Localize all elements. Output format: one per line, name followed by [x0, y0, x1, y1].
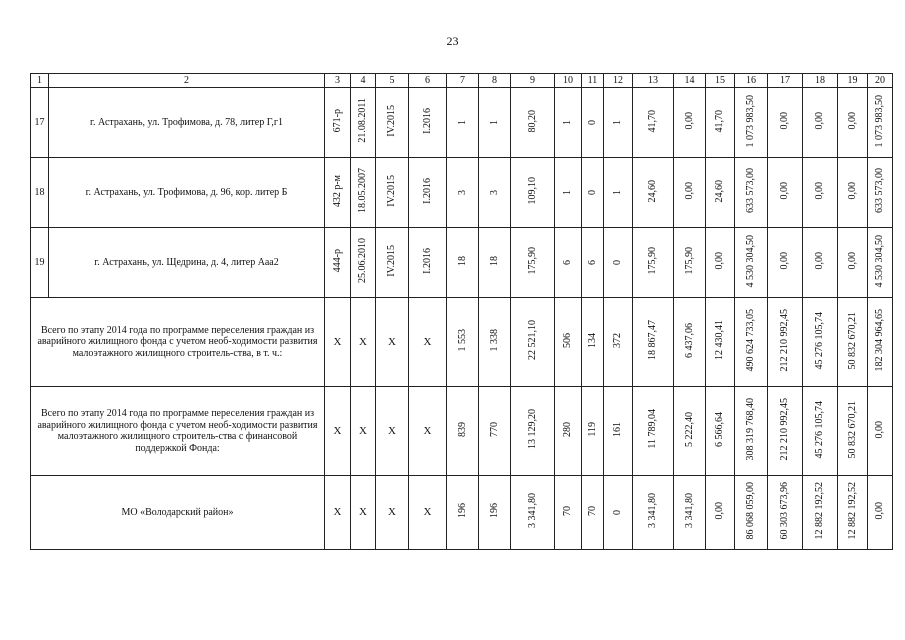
table-cell	[555, 387, 582, 476]
table-cell	[674, 88, 706, 158]
cell-value: 0,00	[714, 252, 726, 270]
cell-value: 86 068 059,00	[745, 482, 757, 540]
address-cell: г. Астрахань, ул. Трофимова, д. 96, кор. литер Б	[49, 158, 325, 228]
cell-value: 0,00	[874, 502, 886, 520]
table-cell	[409, 298, 447, 387]
table-cell	[351, 158, 376, 228]
table-cell	[674, 298, 706, 387]
column-number-cell: 7	[447, 74, 479, 88]
cell-value: Х	[388, 506, 396, 519]
cell-value: 18	[488, 255, 500, 266]
cell-value: 0,00	[683, 182, 695, 200]
cell-value: 1 073 983,50	[745, 94, 757, 147]
table-cell	[447, 88, 479, 158]
column-number-cell: 12	[604, 74, 633, 88]
table-cell	[555, 228, 582, 298]
cell-value: Х	[388, 424, 396, 437]
table-cell	[376, 298, 409, 387]
table-cell	[351, 228, 376, 298]
table-cell	[604, 387, 633, 476]
cell-value: 50 832 670,21	[846, 311, 858, 369]
table-cell	[479, 476, 511, 550]
cell-value: 119	[586, 421, 598, 437]
table-cell	[868, 387, 893, 476]
cell-value: 25.06.2010	[357, 238, 369, 284]
cell-value: I.2016	[421, 177, 433, 204]
cell-value: 175,90	[526, 247, 538, 275]
table-cell	[735, 158, 768, 228]
column-number-cell: 11	[582, 74, 604, 88]
cell-value: 24,60	[647, 179, 659, 202]
table-row	[31, 228, 893, 298]
cell-value: 633 573,00	[745, 168, 757, 214]
cell-value: 0	[586, 119, 598, 125]
table-cell	[868, 228, 893, 298]
table-cell	[511, 228, 555, 298]
cell-value: 0,00	[683, 112, 695, 130]
table-cell	[838, 158, 868, 228]
cell-value: 3 341,80	[526, 493, 538, 529]
column-number-cell: 6	[409, 74, 447, 88]
cell-value: 839	[456, 421, 468, 437]
cell-value: 175,90	[647, 247, 659, 275]
cell-value: 4 530 304,50	[874, 234, 886, 287]
cell-value: 3 341,80	[683, 493, 695, 529]
cell-value: 0,00	[874, 420, 886, 438]
table-cell	[706, 228, 735, 298]
table-cell	[325, 158, 351, 228]
column-number-cell: 3	[325, 74, 351, 88]
table-cell	[768, 158, 803, 228]
cell-value: 1	[488, 119, 500, 125]
row-number: 19	[31, 228, 49, 298]
column-number-cell: 9	[511, 74, 555, 88]
cell-value: 0,00	[846, 182, 858, 200]
cell-value: 60 303 673,96	[779, 482, 791, 540]
column-number-row	[31, 74, 893, 88]
cell-value: Х	[359, 335, 367, 348]
column-number-cell: 5	[376, 74, 409, 88]
table-cell	[735, 476, 768, 550]
table-cell	[409, 228, 447, 298]
cell-value: Х	[359, 424, 367, 437]
table-cell	[706, 298, 735, 387]
cell-value: 0	[612, 259, 624, 265]
cell-value: 212 210 992,45	[779, 309, 791, 372]
table-cell	[706, 387, 735, 476]
cell-value: 5 222,40	[683, 411, 695, 447]
table-cell	[511, 387, 555, 476]
table-cell	[735, 228, 768, 298]
table-cell	[838, 476, 868, 550]
cell-value: 12 430,41	[714, 320, 726, 361]
cell-value: 0,00	[814, 112, 826, 130]
cell-value: 70	[562, 505, 574, 516]
table-cell	[582, 228, 604, 298]
table-cell	[868, 476, 893, 550]
cell-value: 134	[586, 332, 598, 348]
cell-value: 1 338	[488, 329, 500, 352]
table-cell	[633, 476, 674, 550]
table-cell	[706, 476, 735, 550]
cell-value: 21.08.2011	[357, 98, 369, 144]
table-cell	[768, 298, 803, 387]
cell-value: 0,00	[779, 182, 791, 200]
table-cell	[604, 298, 633, 387]
total-label: Всего по этапу 2014 года по программе переселения граждан из аварийного жилищного фонда с учетом необ-ходимости развития малоэтажного жилищного строитель-ства, в т. ч.:	[31, 298, 325, 387]
column-number-cell: 19	[838, 74, 868, 88]
cell-value: 6 566,64	[714, 411, 726, 447]
municipality-label: МО «Володарский район»	[31, 476, 325, 550]
cell-value: 12 882 192,52	[814, 482, 826, 540]
cell-value: 0,00	[714, 502, 726, 520]
table-cell	[582, 476, 604, 550]
cell-value: 24,60	[714, 179, 726, 202]
cell-value: Х	[359, 506, 367, 519]
table-cell	[735, 387, 768, 476]
table-cell	[868, 88, 893, 158]
table-cell	[633, 387, 674, 476]
table-cell	[706, 88, 735, 158]
table-cell	[325, 88, 351, 158]
table-cell	[325, 228, 351, 298]
cell-value: I.2016	[421, 107, 433, 134]
table-cell	[582, 387, 604, 476]
cell-value: 0,00	[779, 112, 791, 130]
table-cell	[447, 476, 479, 550]
table-cell	[838, 387, 868, 476]
row-number: 18	[31, 158, 49, 228]
table-cell	[376, 158, 409, 228]
table-cell	[582, 88, 604, 158]
cell-value: IV.2015	[386, 244, 398, 277]
column-number-cell: 20	[868, 74, 893, 88]
total-row	[31, 387, 893, 476]
cell-value: 372	[612, 332, 624, 348]
column-number-cell: 1	[31, 74, 49, 88]
cell-value: 280	[562, 421, 574, 437]
column-number-cell: 18	[803, 74, 838, 88]
table-cell	[325, 298, 351, 387]
table-row	[31, 88, 893, 158]
table-cell	[803, 387, 838, 476]
table-cell	[768, 476, 803, 550]
cell-value: 80,20	[526, 109, 538, 132]
cell-value: 13 129,20	[526, 409, 538, 450]
table-cell	[706, 158, 735, 228]
table-cell	[555, 476, 582, 550]
table-cell	[351, 88, 376, 158]
cell-value: 1	[562, 189, 574, 195]
cell-value: 3	[488, 189, 500, 195]
cell-value: 0	[586, 189, 598, 195]
cell-value: Х	[333, 424, 342, 437]
page-number: 23	[446, 34, 459, 48]
cell-value: Х	[333, 506, 342, 519]
total-row	[31, 298, 893, 387]
table-cell	[838, 228, 868, 298]
table-cell	[376, 88, 409, 158]
table-cell	[555, 298, 582, 387]
cell-value: 161	[612, 421, 624, 437]
table-cell	[409, 476, 447, 550]
table-cell	[409, 88, 447, 158]
cell-value: 1	[456, 119, 468, 125]
table-cell	[768, 387, 803, 476]
table-cell	[633, 88, 674, 158]
table-cell	[409, 158, 447, 228]
column-number-cell: 2	[49, 74, 325, 88]
table-cell	[376, 387, 409, 476]
table-cell	[768, 228, 803, 298]
table-cell	[838, 88, 868, 158]
cell-value: 0,00	[814, 252, 826, 270]
cell-value: 3 341,80	[647, 493, 659, 529]
cell-value: 490 624 733,05	[745, 309, 757, 372]
table-cell	[604, 158, 633, 228]
cell-value: 671-р	[331, 109, 343, 133]
cell-value: 3	[456, 189, 468, 195]
cell-value: 41,70	[714, 109, 726, 132]
cell-value: 50 832 670,21	[846, 400, 858, 458]
table-cell	[409, 387, 447, 476]
cell-value: 175,90	[683, 247, 695, 275]
cell-value: Х	[388, 335, 396, 348]
cell-value: I.2016	[421, 247, 433, 274]
cell-value: 0,00	[779, 252, 791, 270]
table-cell	[803, 158, 838, 228]
cell-value: Х	[423, 506, 432, 519]
cell-value: IV.2015	[386, 104, 398, 137]
cell-value: 109,10	[526, 177, 538, 205]
table-cell	[674, 387, 706, 476]
table-cell	[868, 158, 893, 228]
table-cell	[735, 298, 768, 387]
table-cell	[803, 476, 838, 550]
cell-value: 18 867,47	[647, 320, 659, 361]
cell-value: 196	[456, 503, 468, 519]
table-cell	[735, 88, 768, 158]
cell-value: 182 304 964,65	[874, 309, 886, 372]
table-cell	[447, 298, 479, 387]
column-number-cell: 16	[735, 74, 768, 88]
table-cell	[325, 387, 351, 476]
cell-value: 41,70	[647, 109, 659, 132]
cell-value: 0	[612, 509, 624, 515]
table-cell	[633, 158, 674, 228]
table-cell	[803, 228, 838, 298]
table-cell	[868, 298, 893, 387]
table-cell	[511, 476, 555, 550]
column-number-cell: 4	[351, 74, 376, 88]
table-cell	[479, 228, 511, 298]
column-number-cell: 15	[706, 74, 735, 88]
cell-value: 1	[612, 189, 624, 195]
cell-value: 1 553	[456, 329, 468, 352]
table-cell	[479, 387, 511, 476]
cell-value: 432 р-м	[331, 174, 343, 207]
table-cell	[604, 88, 633, 158]
table-cell	[511, 88, 555, 158]
cell-value: 70	[586, 505, 598, 516]
table-cell	[479, 158, 511, 228]
table-cell	[351, 298, 376, 387]
table-cell	[325, 476, 351, 550]
table-cell	[479, 298, 511, 387]
cell-value: 1 073 983,50	[874, 94, 886, 147]
cell-value: 308 319 768,40	[745, 398, 757, 461]
column-number-cell: 13	[633, 74, 674, 88]
cell-value: Х	[333, 335, 342, 348]
address-cell: г. Астрахань, ул. Щедрина, д. 4, литер Ааа2	[49, 228, 325, 298]
table-cell	[674, 158, 706, 228]
cell-value: IV.2015	[386, 174, 398, 207]
table-cell	[447, 387, 479, 476]
cell-value: 1	[612, 119, 624, 125]
table-cell	[768, 88, 803, 158]
table-cell	[555, 88, 582, 158]
cell-value: 22 521,10	[526, 320, 538, 361]
municipality-row	[31, 476, 893, 550]
total-label: Всего по этапу 2014 года по программе переселения граждан из аварийного жилищного фонда с учетом необ-ходимости развития малоэтажного жилищного строитель-ства с финансовой поддержкой Фонда:	[31, 387, 325, 476]
cell-value: 45 276 105,74	[814, 400, 826, 458]
table-cell	[351, 476, 376, 550]
table-cell	[447, 158, 479, 228]
cell-value: 12 882 192,52	[846, 482, 858, 540]
cell-value: Х	[423, 424, 432, 437]
column-number-cell: 8	[479, 74, 511, 88]
table-cell	[803, 88, 838, 158]
cell-value: 444-р	[331, 249, 343, 273]
cell-value: 633 573,00	[874, 168, 886, 214]
table-cell	[582, 298, 604, 387]
row-number: 17	[31, 88, 49, 158]
cell-value: 0,00	[846, 252, 858, 270]
table-cell	[376, 228, 409, 298]
cell-value: 212 210 992,45	[779, 398, 791, 461]
table-cell	[447, 228, 479, 298]
cell-value: 6	[586, 259, 598, 265]
table-cell	[838, 298, 868, 387]
table-cell	[511, 298, 555, 387]
cell-value: 0,00	[846, 112, 858, 130]
table-cell	[674, 476, 706, 550]
cell-value: 11 789,04	[647, 409, 659, 450]
table-cell	[376, 476, 409, 550]
table-cell	[582, 158, 604, 228]
table-cell	[351, 387, 376, 476]
table-cell	[803, 298, 838, 387]
table-cell	[511, 158, 555, 228]
cell-value: Х	[423, 335, 432, 348]
cell-value: 196	[488, 503, 500, 519]
cell-value: 18	[456, 255, 468, 266]
table-cell	[604, 476, 633, 550]
table-cell	[479, 88, 511, 158]
cell-value: 1	[562, 119, 574, 125]
column-number-cell: 14	[674, 74, 706, 88]
table-cell	[633, 298, 674, 387]
cell-value: 506	[562, 332, 574, 348]
resettlement-table	[30, 73, 893, 550]
cell-value: 6 437,06	[683, 322, 695, 358]
address-cell: г. Астрахань, ул. Трофимова, д. 78, литер Г,г1	[49, 88, 325, 158]
table-row	[31, 158, 893, 228]
column-number-cell: 17	[768, 74, 803, 88]
table-cell	[604, 228, 633, 298]
cell-value: 4 530 304,50	[745, 234, 757, 287]
table-cell	[674, 228, 706, 298]
cell-value: 18.05.2007	[357, 168, 369, 214]
cell-value: 0,00	[814, 182, 826, 200]
cell-value: 45 276 105,74	[814, 311, 826, 369]
table-cell	[555, 158, 582, 228]
cell-value: 6	[562, 259, 574, 265]
cell-value: 770	[488, 421, 500, 437]
table-cell	[633, 228, 674, 298]
column-number-cell: 10	[555, 74, 582, 88]
